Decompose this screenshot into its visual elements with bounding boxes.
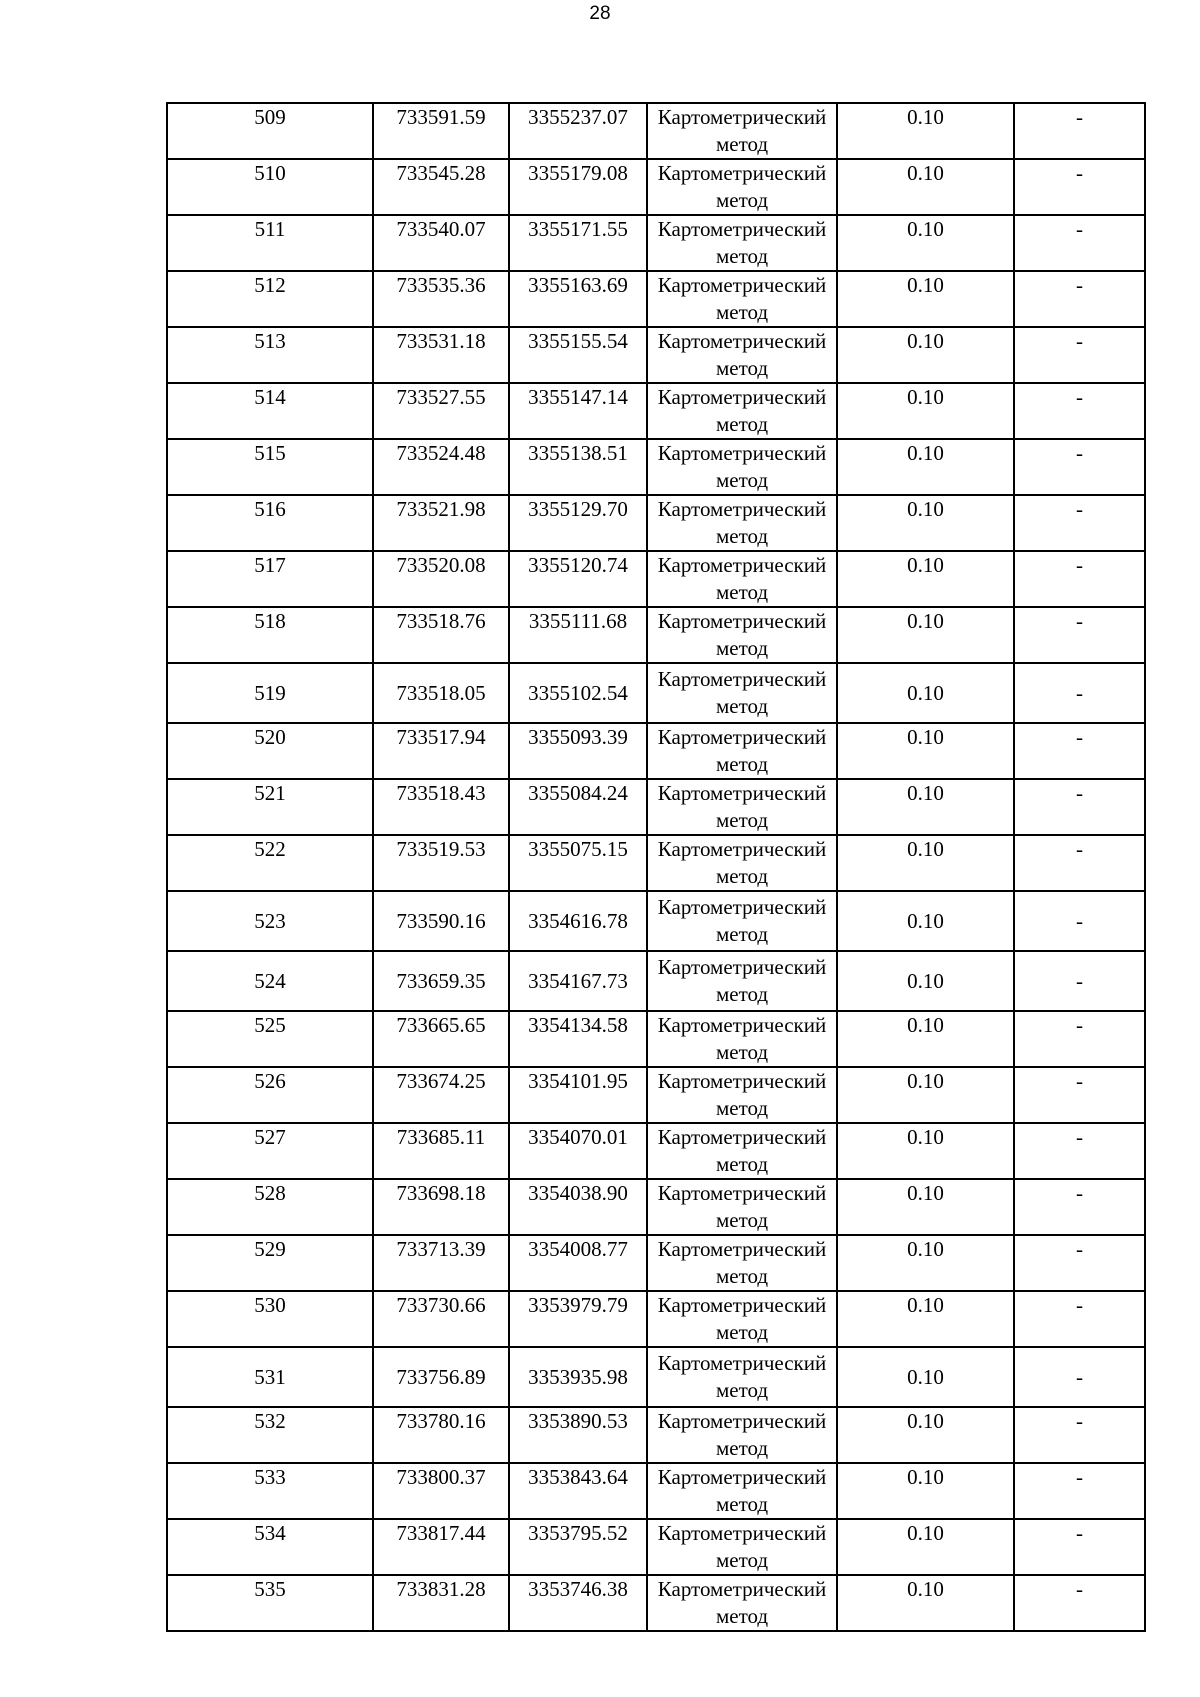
method-line-2: метод (715, 982, 769, 1006)
method-line-2: метод (715, 1436, 769, 1460)
description-cell: - (1014, 215, 1145, 271)
table-row (167, 1347, 1145, 1407)
accuracy-cell: 0.10 (837, 439, 1014, 495)
table-row (167, 159, 1145, 215)
description-cell: - (1014, 327, 1145, 383)
method-line-2: метод (715, 694, 769, 718)
accuracy-cell: 0.10 (837, 271, 1014, 327)
x-coordinate-cell: 733519.53 (373, 835, 509, 891)
description-cell: - (1014, 1463, 1145, 1519)
description-cell: - (1014, 1179, 1145, 1235)
table-row (167, 1067, 1145, 1123)
method-cell (647, 495, 837, 551)
accuracy-cell: 0.10 (837, 891, 1014, 951)
method-cell (647, 1407, 837, 1463)
description-cell: - (1014, 1123, 1145, 1179)
point-number-cell: 512 (167, 271, 373, 327)
accuracy-cell: 0.10 (837, 1123, 1014, 1179)
table-row (167, 1235, 1145, 1291)
accuracy-cell: 0.10 (837, 103, 1014, 159)
y-coordinate-cell: 3355093.39 (509, 723, 647, 779)
description-cell: - (1014, 951, 1145, 1011)
method-line-2: метод (715, 1548, 769, 1572)
accuracy-cell: 0.10 (837, 495, 1014, 551)
accuracy-cell: 0.10 (837, 383, 1014, 439)
description-cell: - (1014, 1347, 1145, 1407)
y-coordinate-cell: 3354101.95 (509, 1067, 647, 1123)
accuracy-cell: 0.10 (837, 159, 1014, 215)
method-line-1: Картометрический (657, 955, 827, 979)
method-line-1: Картометрический (657, 1409, 827, 1433)
table-row (167, 327, 1145, 383)
y-coordinate-cell: 3355155.54 (509, 327, 647, 383)
method-line-1: Картометрический (657, 1013, 827, 1037)
method-line-1: Картометрический (657, 105, 827, 129)
point-number-cell: 523 (167, 891, 373, 951)
table-row (167, 383, 1145, 439)
description-cell: - (1014, 1235, 1145, 1291)
method-line-1: Картометрический (657, 1577, 827, 1601)
point-number-cell: 510 (167, 159, 373, 215)
accuracy-cell: 0.10 (837, 607, 1014, 663)
table-row (167, 891, 1145, 951)
coordinates-table-body (167, 103, 1145, 1631)
point-number-cell: 516 (167, 495, 373, 551)
point-number-cell: 526 (167, 1067, 373, 1123)
method-line-2: метод (715, 300, 769, 324)
point-number-cell: 519 (167, 663, 373, 723)
x-coordinate-cell: 733685.11 (373, 1123, 509, 1179)
point-number-cell: 532 (167, 1407, 373, 1463)
y-coordinate-cell: 3355171.55 (509, 215, 647, 271)
accuracy-cell: 0.10 (837, 1235, 1014, 1291)
table-row (167, 1463, 1145, 1519)
table-row (167, 663, 1145, 723)
x-coordinate-cell: 733545.28 (373, 159, 509, 215)
table-row (167, 607, 1145, 663)
description-cell: - (1014, 779, 1145, 835)
y-coordinate-cell: 3355111.68 (509, 607, 647, 663)
x-coordinate-cell: 733591.59 (373, 103, 509, 159)
table-row (167, 215, 1145, 271)
description-cell: - (1014, 103, 1145, 159)
x-coordinate-cell: 733517.94 (373, 723, 509, 779)
accuracy-cell: 0.10 (837, 1347, 1014, 1407)
y-coordinate-cell: 3355102.54 (509, 663, 647, 723)
y-coordinate-cell: 3355120.74 (509, 551, 647, 607)
method-line-1: Картометрический (657, 1181, 827, 1205)
x-coordinate-cell: 733518.43 (373, 779, 509, 835)
table-row (167, 1179, 1145, 1235)
accuracy-cell: 0.10 (837, 1179, 1014, 1235)
accuracy-cell: 0.10 (837, 1519, 1014, 1575)
point-number-cell: 528 (167, 1179, 373, 1235)
x-coordinate-cell: 733540.07 (373, 215, 509, 271)
x-coordinate-cell: 733524.48 (373, 439, 509, 495)
description-cell: - (1014, 159, 1145, 215)
x-coordinate-cell: 733831.28 (373, 1575, 509, 1631)
point-number-cell: 535 (167, 1575, 373, 1631)
method-cell (647, 779, 837, 835)
point-number-cell: 530 (167, 1291, 373, 1347)
accuracy-cell: 0.10 (837, 779, 1014, 835)
method-line-1: Картометрический (657, 553, 827, 577)
y-coordinate-cell: 3355163.69 (509, 271, 647, 327)
method-line-1: Картометрический (657, 1521, 827, 1545)
description-cell: - (1014, 663, 1145, 723)
accuracy-cell: 0.10 (837, 1011, 1014, 1067)
accuracy-cell: 0.10 (837, 1067, 1014, 1123)
x-coordinate-cell: 733531.18 (373, 327, 509, 383)
method-line-2: метод (715, 1492, 769, 1516)
x-coordinate-cell: 733800.37 (373, 1463, 509, 1519)
coordinates-table (166, 102, 1146, 1632)
method-line-1: Картометрический (657, 385, 827, 409)
method-line-1: Картометрический (657, 1237, 827, 1261)
method-line-1: Картометрический (657, 1293, 827, 1317)
table-row (167, 951, 1145, 1011)
method-line-1: Картометрический (657, 441, 827, 465)
method-cell (647, 383, 837, 439)
description-cell: - (1014, 1067, 1145, 1123)
y-coordinate-cell: 3355179.08 (509, 159, 647, 215)
x-coordinate-cell: 733518.76 (373, 607, 509, 663)
description-cell: - (1014, 723, 1145, 779)
point-number-cell: 531 (167, 1347, 373, 1407)
x-coordinate-cell: 733756.89 (373, 1347, 509, 1407)
point-number-cell: 533 (167, 1463, 373, 1519)
x-coordinate-cell: 733518.05 (373, 663, 509, 723)
description-cell: - (1014, 1011, 1145, 1067)
accuracy-cell: 0.10 (837, 551, 1014, 607)
y-coordinate-cell: 3354134.58 (509, 1011, 647, 1067)
method-cell (647, 1123, 837, 1179)
method-line-2: метод (715, 1264, 769, 1288)
point-number-cell: 513 (167, 327, 373, 383)
table-row (167, 1291, 1145, 1347)
method-line-2: метод (715, 922, 769, 946)
table-row (167, 495, 1145, 551)
description-cell: - (1014, 271, 1145, 327)
method-cell (647, 1519, 837, 1575)
method-cell (647, 1011, 837, 1067)
method-cell (647, 1291, 837, 1347)
method-line-2: метод (715, 1378, 769, 1402)
description-cell: - (1014, 383, 1145, 439)
accuracy-cell: 0.10 (837, 1291, 1014, 1347)
description-cell: - (1014, 891, 1145, 951)
y-coordinate-cell: 3354167.73 (509, 951, 647, 1011)
accuracy-cell: 0.10 (837, 215, 1014, 271)
method-line-2: метод (715, 188, 769, 212)
method-line-1: Картометрический (657, 609, 827, 633)
accuracy-cell: 0.10 (837, 1463, 1014, 1519)
method-line-1: Картометрический (657, 273, 827, 297)
y-coordinate-cell: 3353795.52 (509, 1519, 647, 1575)
method-cell (647, 891, 837, 951)
method-line-1: Картометрический (657, 217, 827, 241)
method-line-1: Картометрический (657, 895, 827, 919)
method-line-1: Картометрический (657, 837, 827, 861)
method-cell (647, 607, 837, 663)
table-row (167, 1123, 1145, 1179)
y-coordinate-cell: 3353843.64 (509, 1463, 647, 1519)
method-cell (647, 103, 837, 159)
description-cell: - (1014, 1291, 1145, 1347)
table-row (167, 439, 1145, 495)
accuracy-cell: 0.10 (837, 723, 1014, 779)
point-number-cell: 509 (167, 103, 373, 159)
method-line-2: метод (715, 1040, 769, 1064)
point-number-cell: 515 (167, 439, 373, 495)
x-coordinate-cell: 733659.35 (373, 951, 509, 1011)
method-cell (647, 271, 837, 327)
x-coordinate-cell: 733535.36 (373, 271, 509, 327)
method-cell (647, 1179, 837, 1235)
point-number-cell: 534 (167, 1519, 373, 1575)
point-number-cell: 517 (167, 551, 373, 607)
x-coordinate-cell: 733674.25 (373, 1067, 509, 1123)
point-number-cell: 514 (167, 383, 373, 439)
x-coordinate-cell: 733521.98 (373, 495, 509, 551)
page-number: 28 (589, 3, 611, 24)
method-cell (647, 1347, 837, 1407)
x-coordinate-cell: 733713.39 (373, 1235, 509, 1291)
method-cell (647, 835, 837, 891)
method-cell (647, 439, 837, 495)
method-line-1: Картометрический (657, 1125, 827, 1149)
table-row (167, 835, 1145, 891)
description-cell: - (1014, 551, 1145, 607)
description-cell: - (1014, 1575, 1145, 1631)
method-cell (647, 951, 837, 1011)
method-line-2: метод (715, 1320, 769, 1344)
y-coordinate-cell: 3355075.15 (509, 835, 647, 891)
method-cell (647, 159, 837, 215)
y-coordinate-cell: 3354008.77 (509, 1235, 647, 1291)
method-line-1: Картометрический (657, 667, 827, 691)
point-number-cell: 525 (167, 1011, 373, 1067)
method-line-1: Картометрический (657, 329, 827, 353)
point-number-cell: 520 (167, 723, 373, 779)
y-coordinate-cell: 3354038.90 (509, 1179, 647, 1235)
point-number-cell: 529 (167, 1235, 373, 1291)
y-coordinate-cell: 3353935.98 (509, 1347, 647, 1407)
description-cell: - (1014, 835, 1145, 891)
y-coordinate-cell: 3355147.14 (509, 383, 647, 439)
method-line-2: метод (715, 132, 769, 156)
accuracy-cell: 0.10 (837, 663, 1014, 723)
table-row (167, 1407, 1145, 1463)
accuracy-cell: 0.10 (837, 835, 1014, 891)
method-line-2: метод (715, 808, 769, 832)
point-number-cell: 511 (167, 215, 373, 271)
method-line-2: метод (715, 580, 769, 604)
method-line-1: Картометрический (657, 725, 827, 749)
method-cell (647, 1463, 837, 1519)
point-number-cell: 522 (167, 835, 373, 891)
x-coordinate-cell: 733590.16 (373, 891, 509, 951)
y-coordinate-cell: 3355129.70 (509, 495, 647, 551)
method-line-2: метод (715, 1604, 769, 1628)
table-row (167, 103, 1145, 159)
x-coordinate-cell: 733698.18 (373, 1179, 509, 1235)
method-line-2: метод (715, 524, 769, 548)
method-line-2: метод (715, 864, 769, 888)
x-coordinate-cell: 733780.16 (373, 1407, 509, 1463)
method-line-2: метод (715, 356, 769, 380)
method-line-1: Картометрический (657, 781, 827, 805)
table-row (167, 1011, 1145, 1067)
method-cell (647, 327, 837, 383)
table-row (167, 1575, 1145, 1631)
y-coordinate-cell: 3355138.51 (509, 439, 647, 495)
table-row (167, 779, 1145, 835)
point-number-cell: 524 (167, 951, 373, 1011)
method-line-2: метод (715, 1096, 769, 1120)
description-cell: - (1014, 1407, 1145, 1463)
point-number-cell: 527 (167, 1123, 373, 1179)
method-line-2: метод (715, 636, 769, 660)
description-cell: - (1014, 607, 1145, 663)
point-number-cell: 521 (167, 779, 373, 835)
y-coordinate-cell: 3354070.01 (509, 1123, 647, 1179)
point-number-cell: 518 (167, 607, 373, 663)
method-cell (647, 551, 837, 607)
method-line-2: метод (715, 1208, 769, 1232)
method-line-2: метод (715, 244, 769, 268)
x-coordinate-cell: 733520.08 (373, 551, 509, 607)
method-line-2: метод (715, 752, 769, 776)
accuracy-cell: 0.10 (837, 327, 1014, 383)
method-line-1: Картометрический (657, 1351, 827, 1375)
method-cell (647, 663, 837, 723)
x-coordinate-cell: 733730.66 (373, 1291, 509, 1347)
method-cell (647, 1575, 837, 1631)
table-row (167, 1519, 1145, 1575)
method-cell (647, 723, 837, 779)
y-coordinate-cell: 3354616.78 (509, 891, 647, 951)
method-line-1: Картометрический (657, 161, 827, 185)
accuracy-cell: 0.10 (837, 1407, 1014, 1463)
table-row (167, 551, 1145, 607)
method-cell (647, 215, 837, 271)
description-cell: - (1014, 495, 1145, 551)
x-coordinate-cell: 733817.44 (373, 1519, 509, 1575)
y-coordinate-cell: 3353890.53 (509, 1407, 647, 1463)
y-coordinate-cell: 3355237.07 (509, 103, 647, 159)
table-row (167, 271, 1145, 327)
accuracy-cell: 0.10 (837, 1575, 1014, 1631)
y-coordinate-cell: 3353746.38 (509, 1575, 647, 1631)
x-coordinate-cell: 733665.65 (373, 1011, 509, 1067)
y-coordinate-cell: 3355084.24 (509, 779, 647, 835)
description-cell: - (1014, 439, 1145, 495)
method-cell (647, 1235, 837, 1291)
method-line-2: метод (715, 412, 769, 436)
y-coordinate-cell: 3353979.79 (509, 1291, 647, 1347)
method-line-1: Картометрический (657, 1069, 827, 1093)
method-cell (647, 1067, 837, 1123)
method-line-2: метод (715, 1152, 769, 1176)
table-row (167, 723, 1145, 779)
accuracy-cell: 0.10 (837, 951, 1014, 1011)
description-cell: - (1014, 1519, 1145, 1575)
method-line-1: Картометрический (657, 1465, 827, 1489)
x-coordinate-cell: 733527.55 (373, 383, 509, 439)
method-line-1: Картометрический (657, 497, 827, 521)
method-line-2: метод (715, 468, 769, 492)
